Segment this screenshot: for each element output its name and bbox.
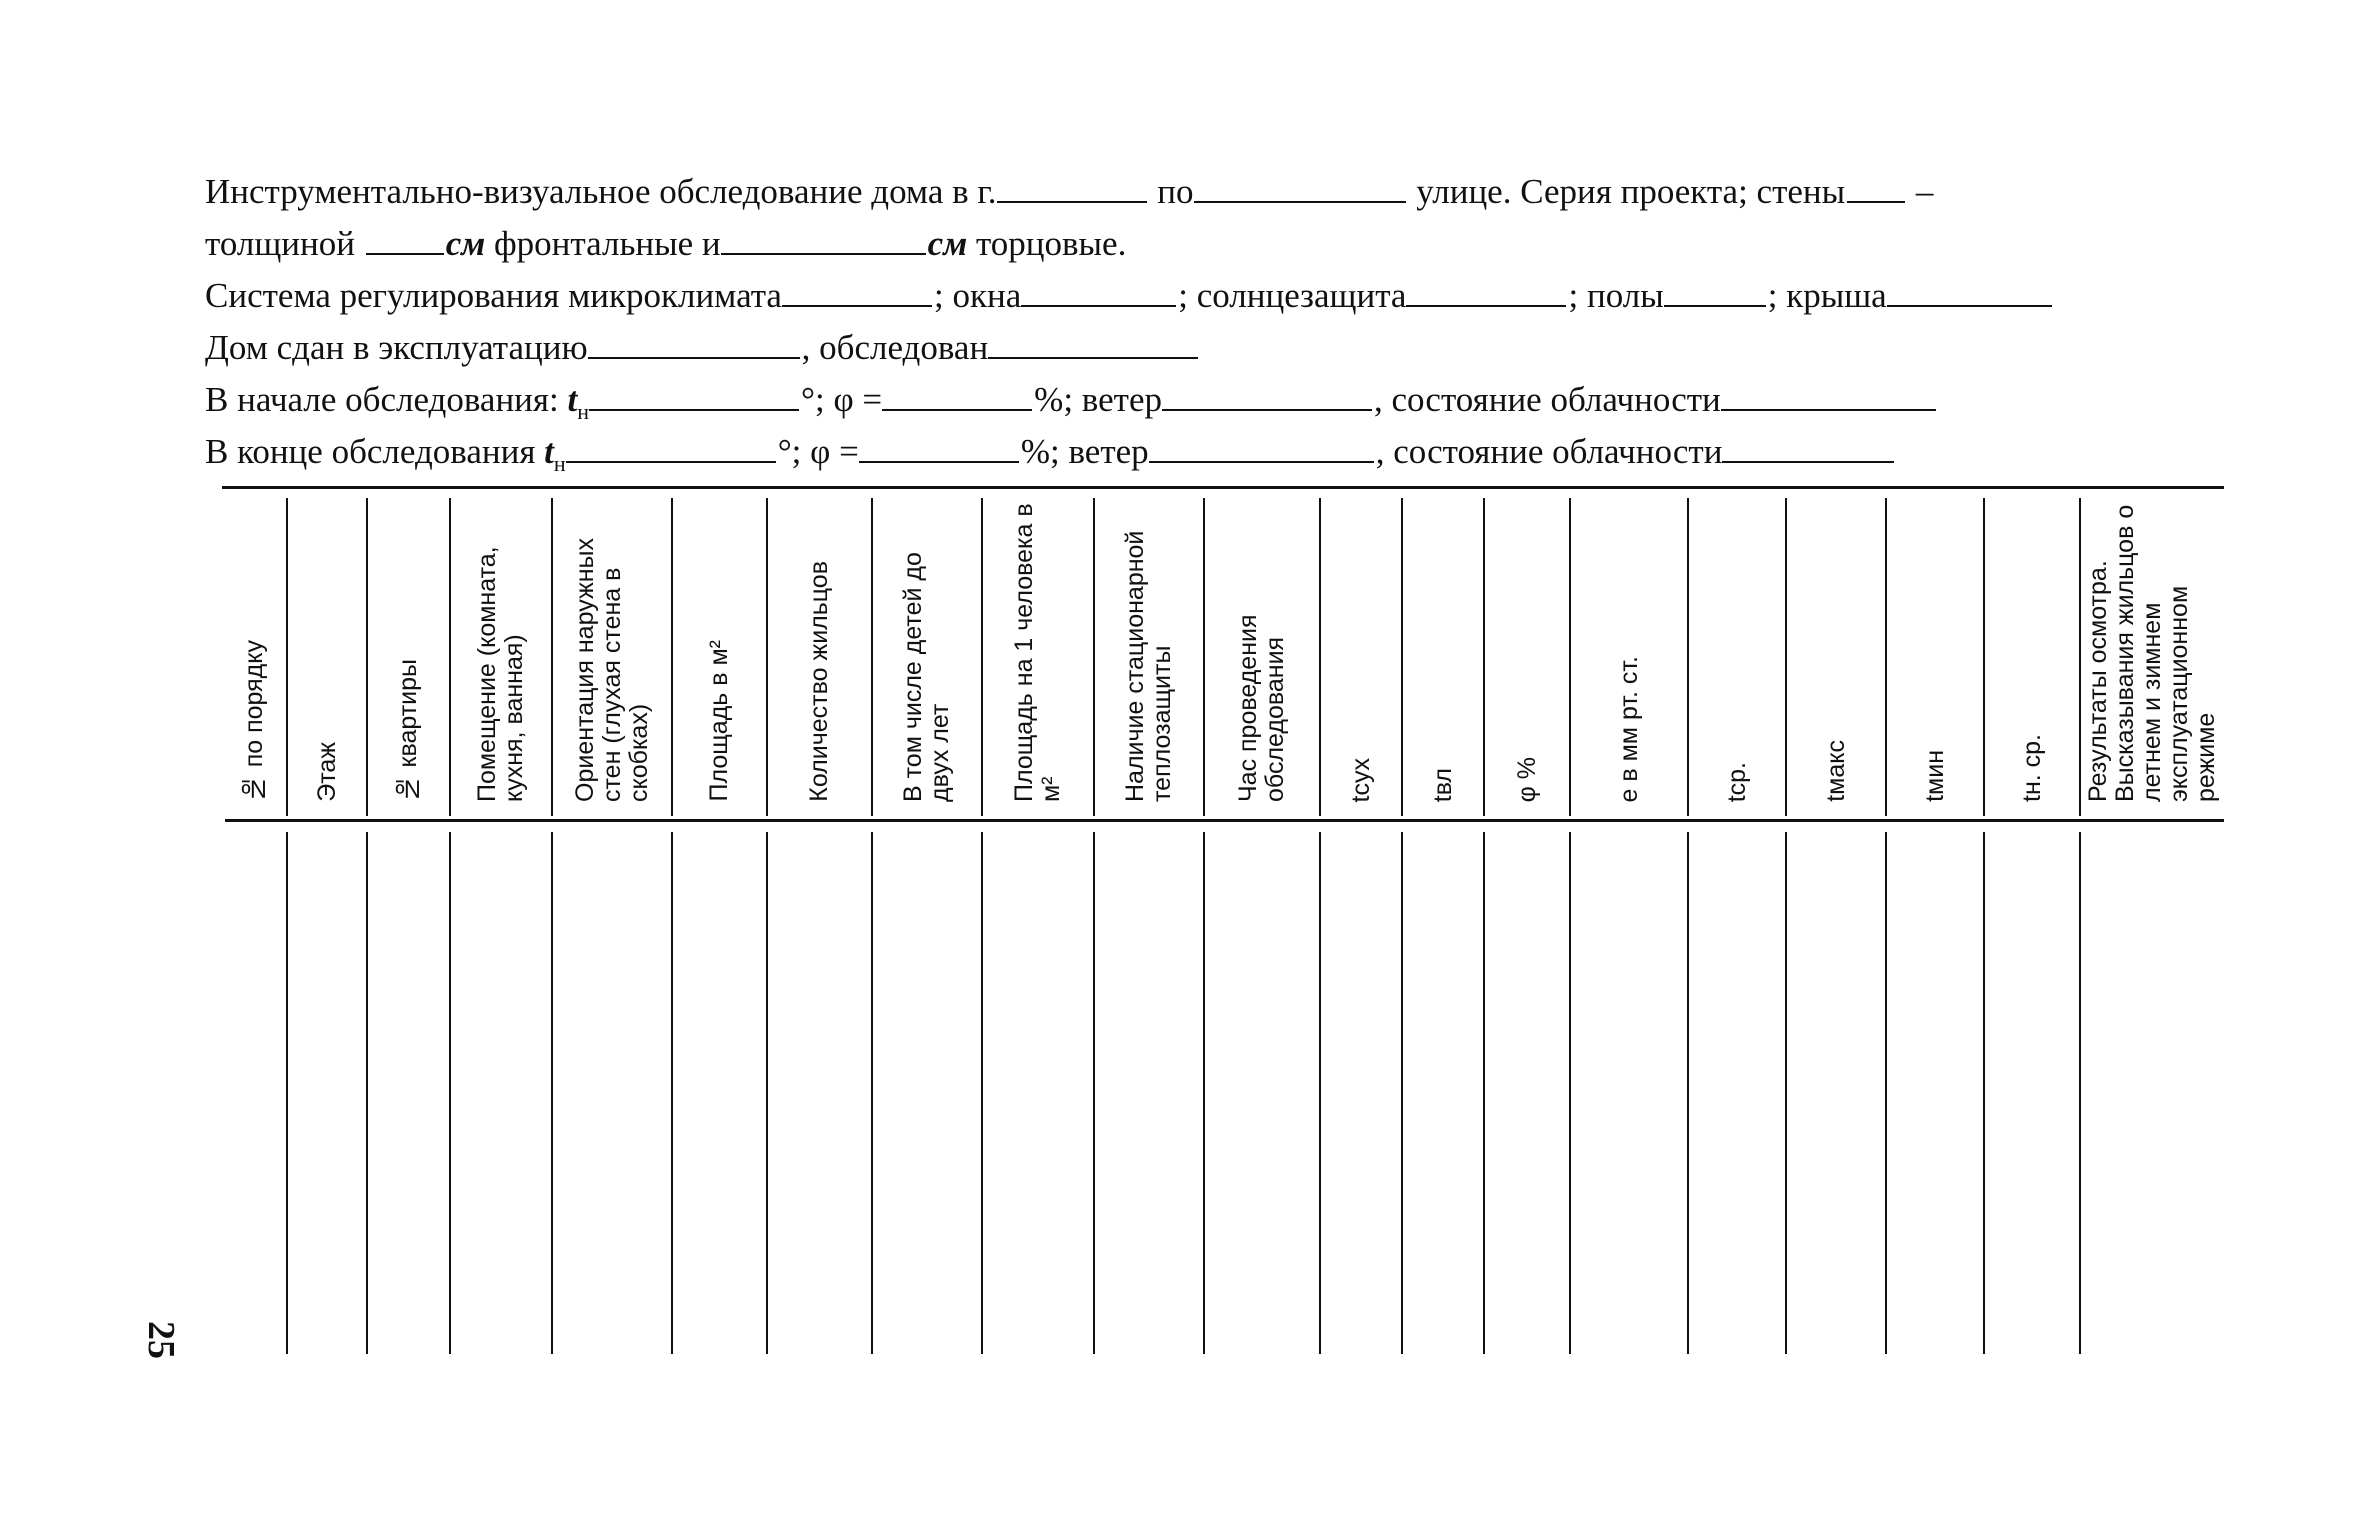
line1-text-a: Инструментально-визуальное обследование дома в г. bbox=[205, 172, 997, 211]
column-divider-body bbox=[286, 832, 288, 1354]
column-header-label: Ориентация наружных стен (глухая стена в скобках) bbox=[570, 538, 653, 802]
column-header bbox=[1988, 502, 2076, 802]
column-header bbox=[676, 502, 763, 802]
line2-text-e: торцовые. bbox=[975, 224, 1127, 263]
column-divider-body bbox=[551, 832, 553, 1354]
column-divider-hdr bbox=[1569, 498, 1571, 816]
column-divider-hdr bbox=[1983, 498, 1985, 816]
column-divider-hdr bbox=[286, 498, 288, 816]
column-divider-body bbox=[1885, 832, 1887, 1354]
line2-text-c: фронтальные и bbox=[494, 224, 721, 263]
column-header bbox=[454, 502, 548, 802]
end-temp-field[interactable] bbox=[566, 435, 776, 463]
column-divider-body bbox=[1319, 832, 1321, 1354]
column-divider-hdr bbox=[366, 498, 368, 816]
line6-t-sub: н bbox=[553, 451, 566, 476]
survey-table bbox=[222, 486, 2224, 1356]
column-divider-hdr bbox=[1483, 498, 1485, 816]
start-wind-field[interactable] bbox=[1162, 383, 1372, 411]
column-header-label: № квартиры bbox=[394, 658, 422, 802]
column-header-label: tмакс bbox=[1821, 740, 1850, 802]
column-header-label: Час проведения обследования bbox=[1234, 614, 1289, 802]
column-header bbox=[1098, 502, 1200, 802]
column-header-label: Помещение (комната, кухня, ванная) bbox=[473, 546, 528, 802]
column-divider-body bbox=[1093, 832, 1095, 1354]
surveyed-field[interactable] bbox=[988, 331, 1198, 359]
commissioned-field[interactable] bbox=[588, 331, 800, 359]
line6-t: t bbox=[544, 432, 554, 471]
column-header-label: tср. bbox=[1722, 761, 1751, 802]
line3-text-d: ; полы bbox=[1568, 276, 1664, 315]
column-header-label: Количество жильцов bbox=[805, 561, 833, 802]
column-divider-hdr bbox=[671, 498, 673, 816]
column-header bbox=[876, 502, 978, 802]
column-divider-hdr bbox=[449, 498, 451, 816]
column-header bbox=[291, 502, 363, 802]
column-divider-hdr bbox=[1785, 498, 1787, 816]
column-divider-hdr bbox=[981, 498, 983, 816]
line5-text-c: %; ветер bbox=[1034, 380, 1162, 419]
column-header bbox=[371, 502, 446, 802]
column-divider-hdr bbox=[551, 498, 553, 816]
windows-field[interactable] bbox=[1021, 279, 1176, 307]
line3-text-b: ; окна bbox=[933, 276, 1022, 315]
column-header-label: tсух bbox=[1346, 757, 1375, 802]
column-header bbox=[1692, 502, 1782, 802]
line1-text-d: – bbox=[1915, 172, 1934, 211]
line3-text-a: Система регулирования микроклимата bbox=[205, 276, 782, 315]
city-field[interactable] bbox=[997, 175, 1147, 203]
column-header-label: Результаты осмотра. Высказывания жильцов о летнем и зимнем эксплуатационном режиме bbox=[2083, 504, 2220, 802]
column-header-label: Площадь в м² bbox=[705, 640, 733, 802]
column-divider-body bbox=[1983, 832, 1985, 1354]
line4-text-a: Дом сдан в эксплуатацию bbox=[205, 328, 588, 367]
column-header-label: e в мм рт. ст. bbox=[1614, 655, 1643, 802]
column-header-label: В том числе детей до двух лет bbox=[899, 552, 954, 802]
end-humidity-field[interactable] bbox=[859, 435, 1019, 463]
column-header bbox=[556, 502, 668, 802]
column-divider-body bbox=[366, 832, 368, 1354]
page-number: 25 bbox=[140, 1321, 182, 1359]
line3-text-e: ; крыша bbox=[1767, 276, 1887, 315]
form-line-6 bbox=[205, 432, 1896, 484]
microclimate-field[interactable] bbox=[782, 279, 932, 307]
form-line-4 bbox=[205, 328, 1200, 368]
roof-field[interactable] bbox=[1887, 279, 2052, 307]
thickness-front-field[interactable] bbox=[366, 227, 444, 255]
line5-text-a: В начале обследования: bbox=[205, 380, 568, 419]
column-divider-hdr bbox=[1093, 498, 1095, 816]
column-divider-hdr bbox=[766, 498, 768, 816]
column-divider-body bbox=[2079, 832, 2081, 1354]
start-temp-field[interactable] bbox=[589, 383, 799, 411]
line5-t-sub: н bbox=[577, 399, 589, 424]
line6-text-c: %; ветер bbox=[1020, 432, 1149, 471]
line1-text-c: улице. Серия проекта; стены bbox=[1416, 172, 1846, 211]
table-top-rule bbox=[222, 486, 2224, 489]
column-header-label: tвл bbox=[1428, 767, 1457, 802]
line1-text-b: по bbox=[1157, 172, 1194, 211]
column-header-label: Площадь на 1 человека в м² bbox=[1010, 503, 1065, 802]
start-humidity-field[interactable] bbox=[882, 383, 1032, 411]
column-header bbox=[771, 502, 868, 802]
column-divider-body bbox=[871, 832, 873, 1354]
column-divider-body bbox=[1483, 832, 1485, 1354]
column-divider-body bbox=[449, 832, 451, 1354]
column-divider-body bbox=[1687, 832, 1689, 1354]
form-line-3 bbox=[205, 276, 2054, 316]
line6-text-a: В конце обследования bbox=[205, 432, 545, 471]
column-divider-hdr bbox=[1687, 498, 1689, 816]
column-header bbox=[986, 502, 1090, 802]
column-divider-hdr bbox=[871, 498, 873, 816]
street-field[interactable] bbox=[1194, 175, 1406, 203]
floors-field[interactable] bbox=[1664, 279, 1766, 307]
column-divider-hdr bbox=[1203, 498, 1205, 816]
column-divider-body bbox=[766, 832, 768, 1354]
line5-t: t bbox=[567, 380, 578, 419]
column-header bbox=[1890, 502, 1980, 802]
column-divider-body bbox=[981, 832, 983, 1354]
column-header-label: φ % bbox=[1512, 756, 1541, 802]
line2-text-a: толщиной bbox=[205, 224, 355, 263]
line5-text-d: , состояние облачности bbox=[1374, 380, 1721, 419]
column-header-label: № по порядку bbox=[240, 639, 268, 802]
column-divider-hdr bbox=[1885, 498, 1887, 816]
end-wind-field[interactable] bbox=[1149, 435, 1374, 463]
column-header-label: Наличие стационарной теплозащиты bbox=[1121, 530, 1176, 802]
column-header bbox=[1790, 502, 1882, 802]
line6-text-b: °; φ = bbox=[777, 432, 859, 471]
column-header-label: Этаж bbox=[312, 742, 341, 802]
line4-text-b: , обследован bbox=[801, 328, 989, 367]
walls-field[interactable] bbox=[1847, 175, 1905, 203]
unit-cm-2: см bbox=[927, 224, 968, 263]
column-divider-body bbox=[1569, 832, 1571, 1354]
column-divider-body bbox=[1203, 832, 1205, 1354]
column-divider-body bbox=[1785, 832, 1787, 1354]
column-divider-body bbox=[1401, 832, 1403, 1354]
column-header bbox=[1488, 502, 1566, 802]
line5-text-b: °; φ = bbox=[801, 380, 883, 419]
column-header bbox=[226, 502, 283, 802]
unit-cm-1: см bbox=[445, 224, 486, 263]
column-header-label: tмин bbox=[1920, 750, 1949, 802]
start-cloud-field[interactable] bbox=[1721, 383, 1936, 411]
form-line-1 bbox=[205, 172, 1933, 212]
column-divider-body bbox=[671, 832, 673, 1354]
line6-text-d: , состояние облачности bbox=[1375, 432, 1723, 471]
table-header-rule bbox=[225, 819, 2224, 822]
form-line-5 bbox=[205, 380, 1938, 432]
column-divider-hdr bbox=[1401, 498, 1403, 816]
column-divider-hdr bbox=[1319, 498, 1321, 816]
thickness-end-field[interactable] bbox=[721, 227, 926, 255]
form-line-2 bbox=[205, 224, 1126, 264]
end-cloud-field[interactable] bbox=[1722, 435, 1894, 463]
column-header bbox=[1208, 502, 1316, 802]
column-header bbox=[1406, 502, 1480, 802]
column-divider-hdr bbox=[2079, 498, 2081, 816]
column-header bbox=[2084, 502, 2220, 802]
column-header bbox=[1324, 502, 1398, 802]
line3-text-c: ; солнцезащита bbox=[1178, 276, 1407, 315]
column-header bbox=[1574, 502, 1684, 802]
column-header-label: tн. ср. bbox=[2017, 734, 2046, 802]
sunshade-field[interactable] bbox=[1406, 279, 1566, 307]
